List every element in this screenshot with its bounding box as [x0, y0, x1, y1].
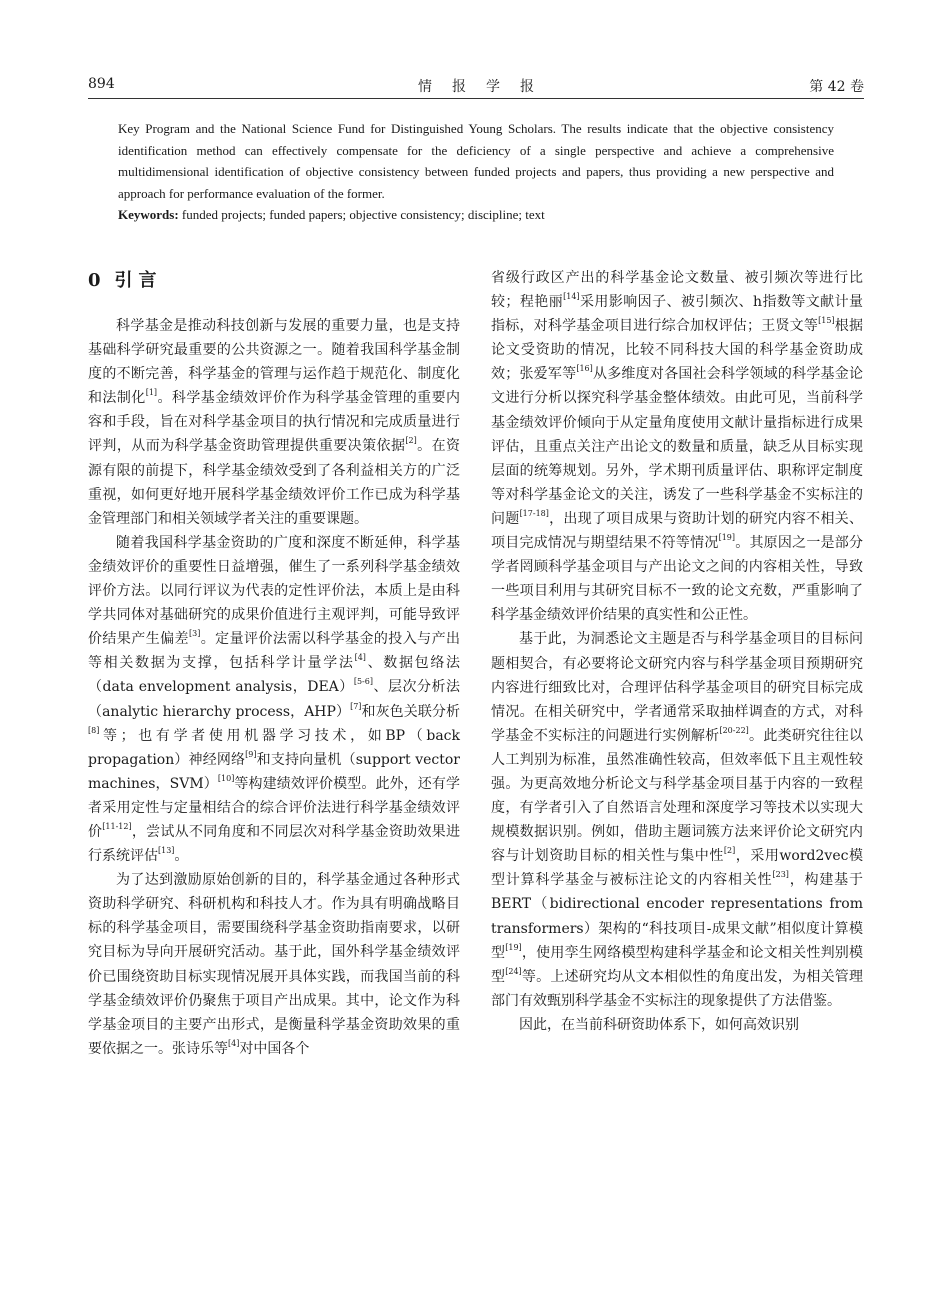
citation-ref: [9]: [245, 749, 257, 759]
section-number: 0: [88, 270, 101, 291]
left-column: [88, 266, 460, 1061]
text-run: 根据论文受资助的情况，比较不同科技大国的科学基金资助成效；张爱军等: [491, 318, 864, 383]
text-run: ，尝试从不同角度和不同层次对科学基金资助效果进行系统评估: [88, 823, 461, 865]
text-run: 随着我国科学基金资助的广度和深度不断延伸，科学基金绩效评价的重要性日益增强，催生了一系列科学基金绩效评价方法。以同行评议为代表的定性评价法，本质上是由科学共同体对基础研究的成果价值进行主观评判，可能导致评价结果产生偏差: [88, 534, 460, 648]
page-number: 894: [88, 76, 115, 92]
english-abstract: [118, 118, 834, 226]
header-rule: [88, 98, 864, 99]
citation-ref: [14]: [563, 292, 580, 302]
body-paragraph: [491, 1013, 863, 1037]
text-run: 基于此，为洞悉论文主题是否与科学基金项目的目标问题相契合，有必要将论文研究内容与科学基金项目预期研究内容进行细致比对，合理评估科学基金项目的研究目标完成情况。在相关研究中，学者通常采取抽样调查的方式，对科学基金不实标注的问题进行实例解析: [491, 631, 863, 744]
text-run: 科学基金是推动科技创新与发展的重要力量，也是支持基础科学研究最重要的公共资源之一。随着我国科学基金制度的不断完善，科学基金的管理与运作趋于规范化、制度化和法制化: [88, 318, 460, 407]
text-run: 省级行政区产出的科学基金论文数量、被引频次等进行比较；程艳丽: [491, 270, 863, 311]
text-run: 因此，在当前科研资助体系下，如何高效识别: [519, 1016, 799, 1033]
citation-ref: [23]: [772, 870, 789, 880]
citation-ref: [4]: [228, 1038, 240, 1048]
citation-ref: [2]: [405, 436, 417, 446]
right-column: [491, 266, 863, 1037]
citation-ref: [19]: [718, 533, 735, 543]
citation-ref: [24]: [505, 966, 522, 976]
text-run: 。定量评价法需以科学基金的投入与产出等相关数据为支撑，包括科学计量学法: [88, 631, 460, 672]
left-column-body: [88, 314, 460, 1061]
abstract-text: Key Program and the National Science Fund for Distinguished Young Scholars. The results indicate that the objective consistency identification method can effectively compensate for the deficiency of a single perspective and achieve a comprehensive multidimensional identification of objective consistency between funded projects and papers, thus providing a new perspective and approach for performance evaluation of the former.: [118, 121, 834, 201]
journal-title: 情报学报: [418, 79, 554, 95]
text-run: 。其原因之一是部分学者罔顾科学基金项目与产出论文之间的内容相关性，导致一些项目利用与其研究目标不一致的论文充数，严重影响了科学基金绩效评价结果的真实性和公正性。: [491, 535, 864, 624]
text-run: ，采用word2vec模型计算科学基金与被标注论文的内容相关性: [491, 848, 863, 889]
citation-ref: [15]: [818, 316, 835, 326]
right-column-body: [491, 266, 863, 1037]
citation-ref: [11-12]: [102, 821, 132, 831]
text-run: 等构建绩效评价模型。此外，还有学者采用定性与定量相结合的综合评价法进行科学基金绩效评价: [88, 775, 461, 840]
text-run: 、数据包络法（data envelopment analysis，DEA）: [88, 655, 461, 696]
citation-ref: [17-18]: [519, 508, 549, 518]
text-run: 。: [174, 848, 189, 865]
text-run: ，使用孪生网络模型构建科学基金和论文相关性判别模型: [491, 944, 864, 985]
citation-ref: [7]: [350, 701, 362, 711]
text-run: 等。上述研究均从文本相似性的角度出发，为相关管理部门有效甄别科学基金不实标注的现象提供了方法借鉴。: [491, 968, 864, 1009]
citation-ref: [19]: [505, 942, 522, 952]
body-paragraph: [88, 531, 460, 868]
text-run: 从多维度对各国社会科学领域的科学基金论文进行分析以探究科学基金整体绩效。由此可见，当前科学基金绩效评价倾向于从定量角度使用文献计量指标进行成果评估，且重点关注产出论文的数量和质量，缺乏从目标实现层面的统筹规划。另外，学术期刊质量评估、职称评定制度等对科学基金论文的关注，诱发了一些科学基金不实标注的问题: [491, 366, 864, 527]
text-run: 。科学基金绩效评价作为科学基金管理的重要内容和手段，旨在对科学基金项目的执行情况和完成质量进行评判，从而为科学基金资助管理提供重要决策依据: [88, 390, 461, 455]
text-run: 等；也有学者使用机器学习技术，如BP（back propagation）神经网络: [88, 727, 460, 768]
citation-ref: [13]: [158, 846, 175, 856]
keywords-line: [118, 204, 834, 226]
text-run: 、层次分析法（analytic hierarchy process，AHP）: [88, 679, 461, 720]
text-run: ，出现了项目成果与资助计划的研究内容不相关、项目完成情况与期望结果不符等情况: [491, 510, 864, 552]
citation-ref: [8]: [88, 725, 100, 735]
body-paragraph: [88, 868, 460, 1061]
text-run: 和灰色关联分析: [361, 703, 460, 720]
keywords-label: Keywords:: [118, 207, 179, 222]
section-heading: [88, 266, 460, 302]
citation-ref: [3]: [188, 629, 201, 639]
text-run: 对中国各个: [239, 1040, 310, 1057]
section-title: 引言: [114, 270, 163, 291]
text-run: 和支持向量机（support vector machines，SVM）: [88, 751, 460, 792]
text-run: ，构建基于BERT（bidirectional encoder representations from transformers）架构的“科技项目-成果文献”相似度计算模型: [491, 872, 864, 961]
body-paragraph: [88, 314, 460, 531]
citation-ref: [4]: [354, 653, 366, 663]
citation-ref: [16]: [576, 364, 593, 374]
text-run: 采用影响因子、被引频次、h指数等文献计量指标，对科学基金项目进行综合加权评估；王贤文等: [491, 294, 864, 335]
text-run: 。在资源有限的前提下，科学基金绩效受到了各利益相关方的广泛重视，如何更好地开展科学基金绩效评价工作已成为科学基金管理部门和相关领域学者关注的重要课题。: [88, 438, 461, 527]
citation-ref: [20-22]: [719, 725, 749, 735]
citation-ref: [10]: [217, 773, 235, 783]
citation-ref: [2]: [723, 846, 736, 856]
keywords-list: funded projects; funded papers; objective consistency; discipline; text: [178, 207, 545, 222]
running-header: [88, 74, 864, 98]
citation-ref: [5-6]: [353, 677, 373, 687]
text-run: 为了达到激励原始创新的目的，科学基金通过各种形式资助科学研究、科研机构和科技人才。作为具有明确战略目标的科学基金项目，需要围绕科学基金资助指南要求，以研究目标为导向开展研究活动。基于此，国外科学基金绩效评价已围绕资助目标实现情况展开具体实践，而我国当前的科学基金绩效评价仍聚焦于项目产出成果。其中，论文作为科学基金项目的主要产出形式，是衡量科学基金资助效果的重要依据之一。张诗乐等: [88, 872, 460, 1057]
body-paragraph: [491, 266, 863, 627]
citation-ref: [1]: [145, 388, 158, 398]
text-run: 。此类研究往往以人工判别为标准，虽然准确性较高，但效率低下且主观性较强。为更高效地分析论文与科学基金项目基于内容的一致程度，有学者引入了自然语言处理和深度学习等技术以实现大规模数据识别。例如，借助主题词簇方法来评价论文研究内容与计划资助目标的相关性与集中性: [491, 727, 864, 865]
volume-label: 第 42 卷: [809, 79, 864, 95]
body-paragraph: [491, 627, 863, 1013]
